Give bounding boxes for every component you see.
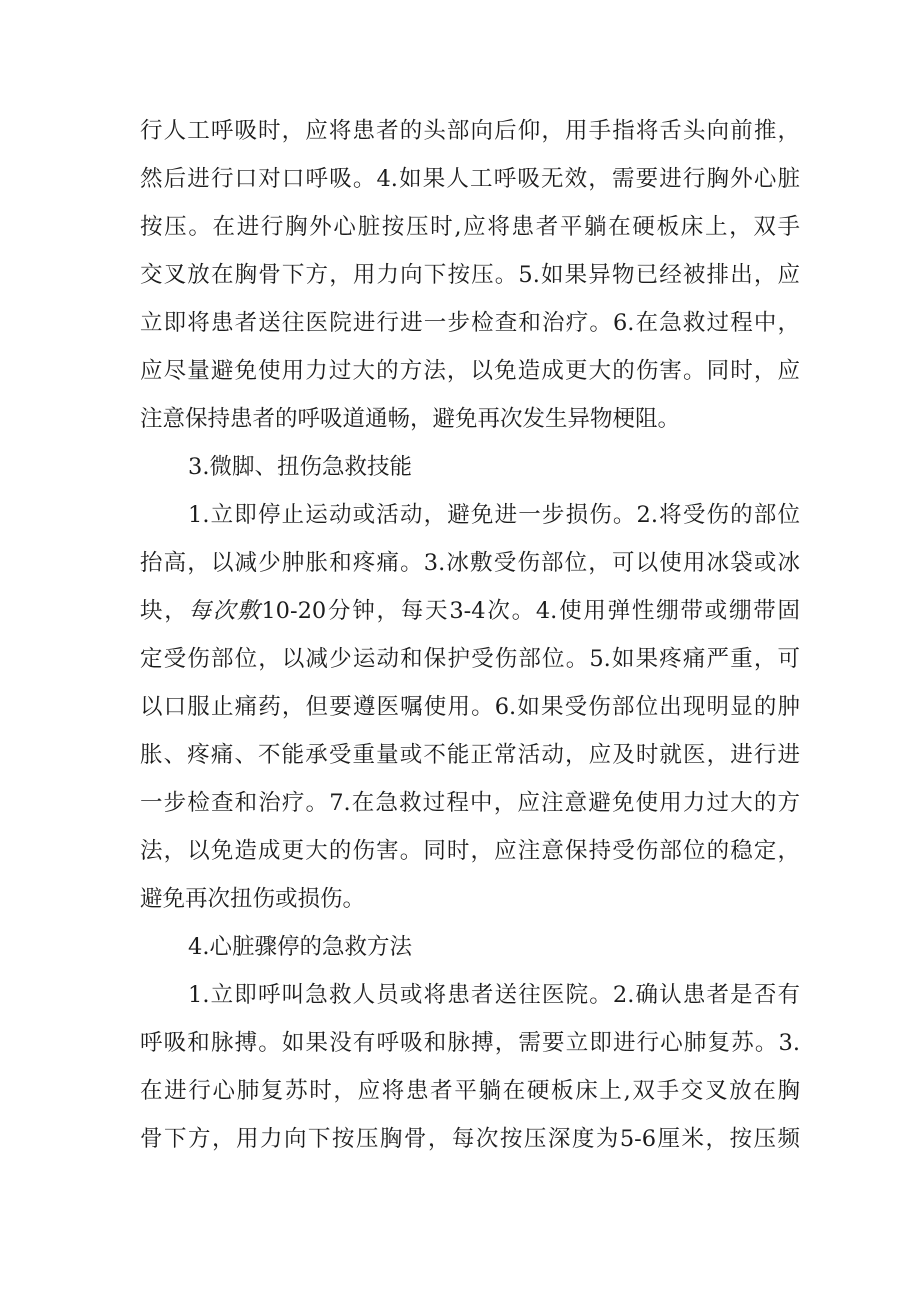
paragraph-3-line-3: 在进行心肺复苏时，应将患者平躺在硬板床上,双手交叉放在胸 — [140, 1078, 800, 1104]
section-heading-3: 3.微脚、扭伤急救技能 — [188, 454, 412, 480]
paragraph-1-line-4: 交叉放在胸骨下方，用力向下按压。5.如果异物已经被排出，应 — [140, 262, 800, 288]
paragraph-1-line-2: 然后进行口对口呼吸。4.如果人工呼吸无效，需要进行胸外心脏 — [140, 166, 800, 192]
paragraph-2-line-1: 1.立即停止运动或活动，避免进一步损伤。2.将受伤的部位 — [188, 502, 800, 528]
paragraph-1-line-3: 按压。在进行胸外心脏按压时,应将患者平躺在硬板床上，双手 — [140, 214, 800, 240]
paragraph-2-line-8: 法，以免造成更大的伤害。同时，应注意保持受伤部位的稳定， — [140, 838, 800, 864]
paragraph-2-line-6: 胀、疼痛、不能承受重量或不能正常活动，应及时就医，进行进 — [140, 742, 800, 768]
paragraph-1-line-5: 立即将患者送往医院进行进一步检查和治疗。6.在急救过程中， — [140, 310, 800, 336]
paragraph-2-line-3-end: 10-20分钟，每天3-4次。4.使用弹性绷带或绷带固 — [261, 598, 800, 624]
paragraph-1-line-6: 应尽量避免使用力过大的方法，以免造成更大的伤害。同时，应 — [140, 358, 800, 384]
paragraph-1-line-7: 注意保持患者的呼吸道通畅，避免再次发生异物梗阻。 — [140, 406, 681, 432]
paragraph-2-line-3-start: 块， — [140, 598, 189, 624]
paragraph-2-line-4: 定受伤部位，以减少运动和保护受伤部位。5.如果疼痛严重，可 — [140, 646, 800, 672]
paragraph-2-line-3-emphasis: 每次敷 — [188, 598, 262, 624]
paragraph-3-line-4: 骨下方，用力向下按压胸骨，每次按压深度为5-6厘米，按压频 — [140, 1126, 800, 1152]
paragraph-2-line-5: 以口服止痛药，但要遵医嘱使用。6.如果受伤部位出现明显的肿 — [140, 694, 800, 720]
paragraph-3-line-1: 1.立即呼叫急救人员或将患者送往医院。2.确认患者是否有 — [188, 982, 800, 1008]
paragraph-2-line-3 — [140, 596, 800, 626]
section-heading-4: 4.心脏骤停的急救方法 — [188, 934, 412, 960]
paragraph-2-line-9: 避免再次扭伤或损伤。 — [140, 886, 366, 912]
paragraph-3-line-2: 呼吸和脉搏。如果没有呼吸和脉搏，需要立即进行心肺复苏。3. — [140, 1030, 800, 1056]
paragraph-2-line-2: 抬高，以减少肿胀和疼痛。3.冰敷受伤部位，可以使用冰袋或冰 — [140, 550, 800, 576]
paragraph-1-line-1: 行人工呼吸时，应将患者的头部向后仰，用手指将舌头向前推， — [140, 118, 800, 144]
paragraph-2-line-7: 一步检查和治疗。7.在急救过程中，应注意避免使用力过大的方 — [140, 790, 800, 816]
